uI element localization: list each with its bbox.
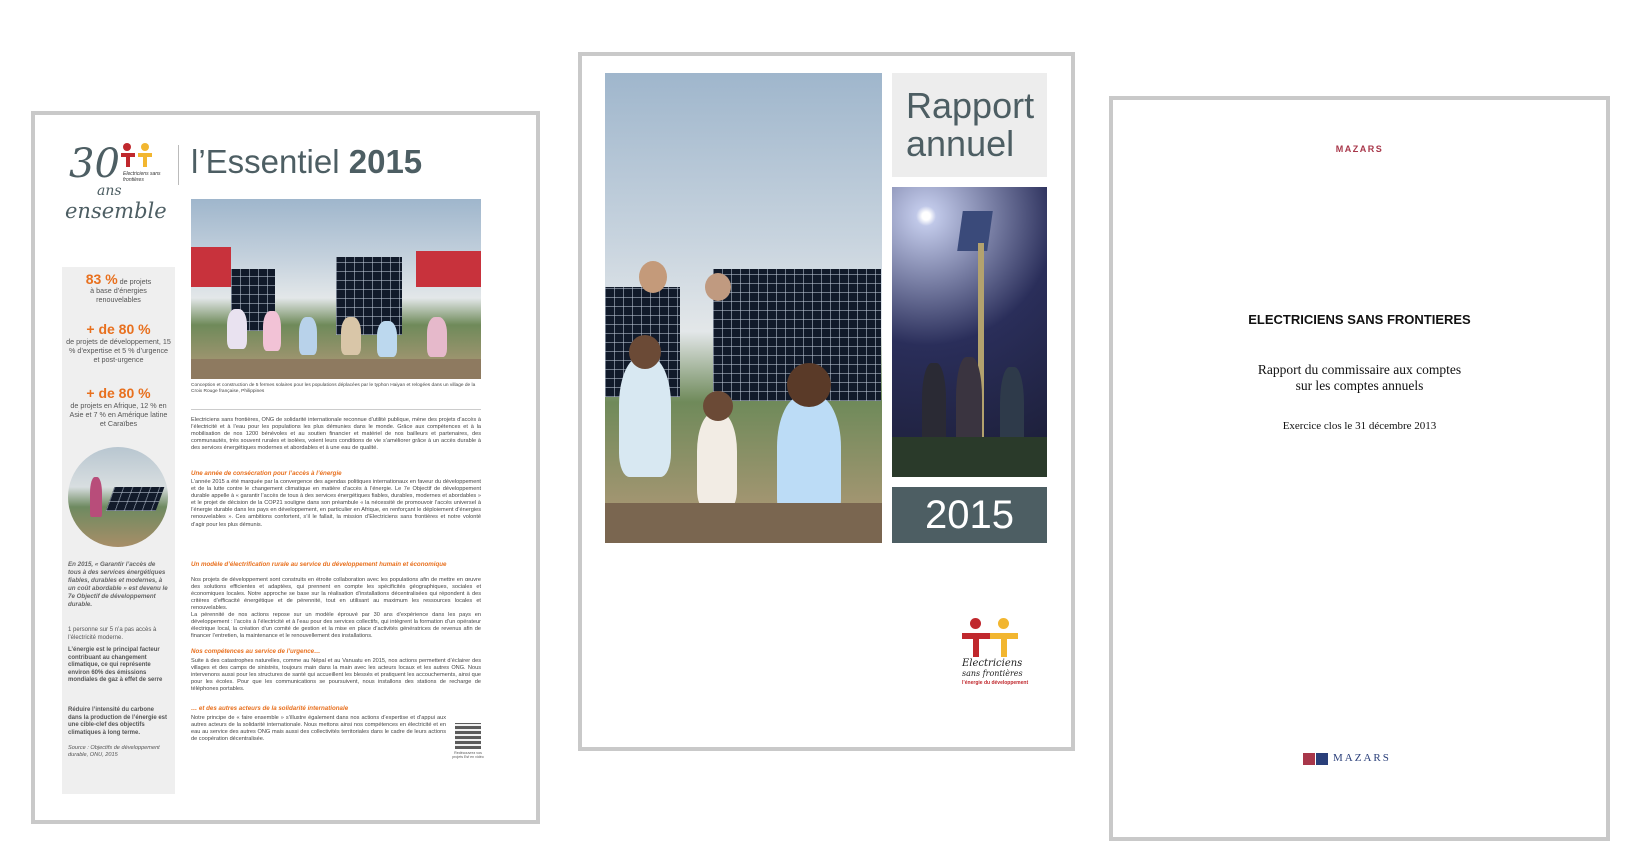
logo-sub-ensemble: ensemble xyxy=(65,199,167,223)
section-heading-2: Un modèle d’électrification rurale au service du développement humain et économique xyxy=(191,561,447,568)
side-paragraph-2: L’énergie est le principal facteur contribuant au changement climatique, ce qui représente environ 60% des émissions mondiales de gaz à effet de serre xyxy=(68,647,163,684)
esf-logo xyxy=(962,618,1042,694)
section-paragraph-2: Nos projets de développement sont construits en étroite collaboration avec les populations afin de mettre en œuvre des solutions efficientes et adaptées, qui prennent en compte les spécificités géographiques, sociales et économiques locales. Notre approche se base sur la réalisation d’installations décentralisées qui répondent à des critères d’efficacité énergétique et de pérennité, tout en utilisant au maximum les ressources locales et renouvelables. xyxy=(191,577,481,612)
stat-2 xyxy=(66,321,171,364)
side-highlight: En 2015, « Garantir l’accès de tous à des services énergétiques fiables, durables et modernes, à un coût abordable » est devenu le 7e Objectif de développement durable. xyxy=(68,561,168,608)
qr-code-icon[interactable] xyxy=(455,723,481,749)
title-box xyxy=(892,73,1047,177)
solar-panel-circle-photo xyxy=(68,447,168,547)
key-figures-sidebar xyxy=(62,267,175,794)
side-paragraph-3: Réduire l’intensité du carbone dans la production de l’énergie est une cible-clef des objectifs climatiques à long terme. xyxy=(68,707,168,736)
stat-1-number: 83 % xyxy=(85,271,118,287)
side-paragraph-1: 1 personne sur 5 n’a pas accès à l’électricité moderne. xyxy=(68,627,157,641)
section-paragraph-2b: La pérennité de nos actions repose sur un modèle éprouvé par 30 ans d’expérience dans les pays en développement : l’accès à l’électricité et à l’eau pour des services collectifs, qui intègrent la formation d’un opérateur électrique local, la création d’un comité de gestion et la mise en place d’activités génératrices de revenus afin de financer l’entretien, la maintenance et le renouvellement des installations. xyxy=(191,612,481,640)
solar-kids-photo xyxy=(191,199,481,379)
mazars-header-brand: MAZARS xyxy=(1335,144,1384,154)
page-title xyxy=(191,143,422,181)
logo-line-3: l’énergie du développement xyxy=(962,680,1029,686)
essentiel-2015-document[interactable] xyxy=(31,111,540,824)
section-heading-4: … et des autres acteurs de la solidarité internationale xyxy=(191,705,349,712)
rapport-annuel-2015-document[interactable] xyxy=(578,52,1075,751)
logo-brand-icon xyxy=(121,143,161,173)
section-heading-1: Une année de consécration pour l’accès à l’énergie xyxy=(191,470,342,477)
kids-solar-panel-cover-photo xyxy=(605,73,882,543)
title-year: 2015 xyxy=(348,143,423,180)
stat-1 xyxy=(66,271,171,304)
stat-3 xyxy=(66,385,171,428)
year-box xyxy=(892,487,1047,543)
stat-3-number: + de 80 % xyxy=(86,385,151,401)
title-line-1: Rapport xyxy=(906,85,1035,126)
mazars-footer-logo xyxy=(1303,751,1423,767)
title-divider xyxy=(178,145,179,185)
stat-2-text: de projets de développement, 15 % d’expertise et 5 % d’urgence et post-urgence xyxy=(66,337,171,364)
mazars-footer-text: MAZARS xyxy=(1333,752,1391,764)
logo-sub-ans: ans xyxy=(97,183,122,199)
stat-1-inline: de projets xyxy=(119,277,152,286)
intro-paragraph: Electriciens sans frontières, ONG de solidarité internationale reconnue d’utilité publique, mène des projets d’accès à l’électricité et à l’eau pour les populations les plus démunies dans le monde. Grâce aux compétences et à la mobilisation de nos 1200 bénévoles et au soutien financier et matériel de nos bailleurs et partenaires, des communautés, très souvent rurales et isolées, voient leurs conditions de vie s’améliorer grâce à un accès durable à des services énergétiques modernes et abordables et à une eau de qualité. xyxy=(191,417,481,452)
title-light: l’Essentiel xyxy=(191,143,340,180)
section-paragraph-1: L’année 2015 a été marquée par la convergence des agendas politiques internationaux en faveur du développement et de la lutte contre le changement climatique en matière d’accès à l’énergie. Le 7e Objectif de développement durable appelle à « garantir l’accès de tous à des services énergétiques fiables, durables, modernes et abordables » et le projet de décision de la COP21 souligne dans son préambule « la nécessité de promouvoir l’accès universel à l’énergie durable dans les pays en développement, en particulier en Afrique, en renforçant le déploiement d’énergies renouvelables ». Ces ambitions confortent, s’il le fallait, la mission d’Electriciens sans frontières et notre volonté d’agir pour les plus démunis. xyxy=(191,479,481,528)
year-label: 2015 xyxy=(925,493,1014,537)
stat-3-text: de projets en Afrique, 12 % en Asie et 7 % en Amérique latine et Caraïbes xyxy=(69,401,168,428)
report-title-line-1: Rapport du commissaire aux comptes xyxy=(1257,362,1462,377)
night-street-light-photo xyxy=(892,187,1047,477)
company-name: ELECTRICIENS SANS FRONTIERES xyxy=(1248,312,1471,327)
report-title-line-2: sur les comptes annuels xyxy=(1295,378,1424,393)
stat-2-number: + de 80 % xyxy=(86,321,151,337)
qr-caption: Redécouvrez vos projets Esf en vidéo xyxy=(452,751,484,760)
stat-1-text: à base d’énergies renouvelables xyxy=(90,286,147,304)
text-divider xyxy=(191,409,481,410)
section-paragraph-4: Notre principe de « faire ensemble » s’illustre également dans nos actions d’expertise et d’appui aux autres acteurs de la solidarité internationale. Nous mettons ainsi nos compétences en électricité et en eau au service des autres ONG mais aussi des collectivités territoriales dans le cadre de leurs actions de coopération décentralisée. xyxy=(191,715,446,743)
side-source: Source : Objectifs de développement durable, ONU, 2015 xyxy=(68,745,160,758)
logo-number: 30 xyxy=(69,141,120,187)
title-line-2: annuel xyxy=(906,123,1015,164)
section-paragraph-3: Suite à des catastrophes naturelles, comme au Népal et au Vanuatu en 2015, nos actions permettent d’éclairer des villages et des camps de sinistrés, toujours main dans la main avec les acteurs locaux et les autres ONG. Nous intervenons aussi pour les structures de santé qui accueillent les blessés et pratiquent les accouchements, ainsi que pour les écoles. Pour que les communications se poursuivent, nous installons des stations de recharge de téléphones portables. xyxy=(191,658,481,693)
30-ans-logo xyxy=(63,137,178,227)
section-heading-3: Nos compétences au service de l’urgence… xyxy=(191,648,321,655)
mazars-square-icon xyxy=(1316,753,1328,765)
photo-caption: Conception et construction de 5 fermes solaires pour les populations déplacées par le typhon Haiyan et relogées dans un village de la Croix Rouge française, Philippines xyxy=(191,383,476,394)
exercise-date: Exercice clos le 31 décembre 2013 xyxy=(1282,420,1437,432)
logo-line-2: sans frontières xyxy=(962,669,1023,678)
logo-line-1: Electriciens xyxy=(962,658,1023,669)
mazars-m-icon xyxy=(1303,753,1315,765)
mazars-audit-report-document[interactable] xyxy=(1109,96,1610,841)
logo-brand-text: Electriciens sans frontières xyxy=(123,171,161,183)
